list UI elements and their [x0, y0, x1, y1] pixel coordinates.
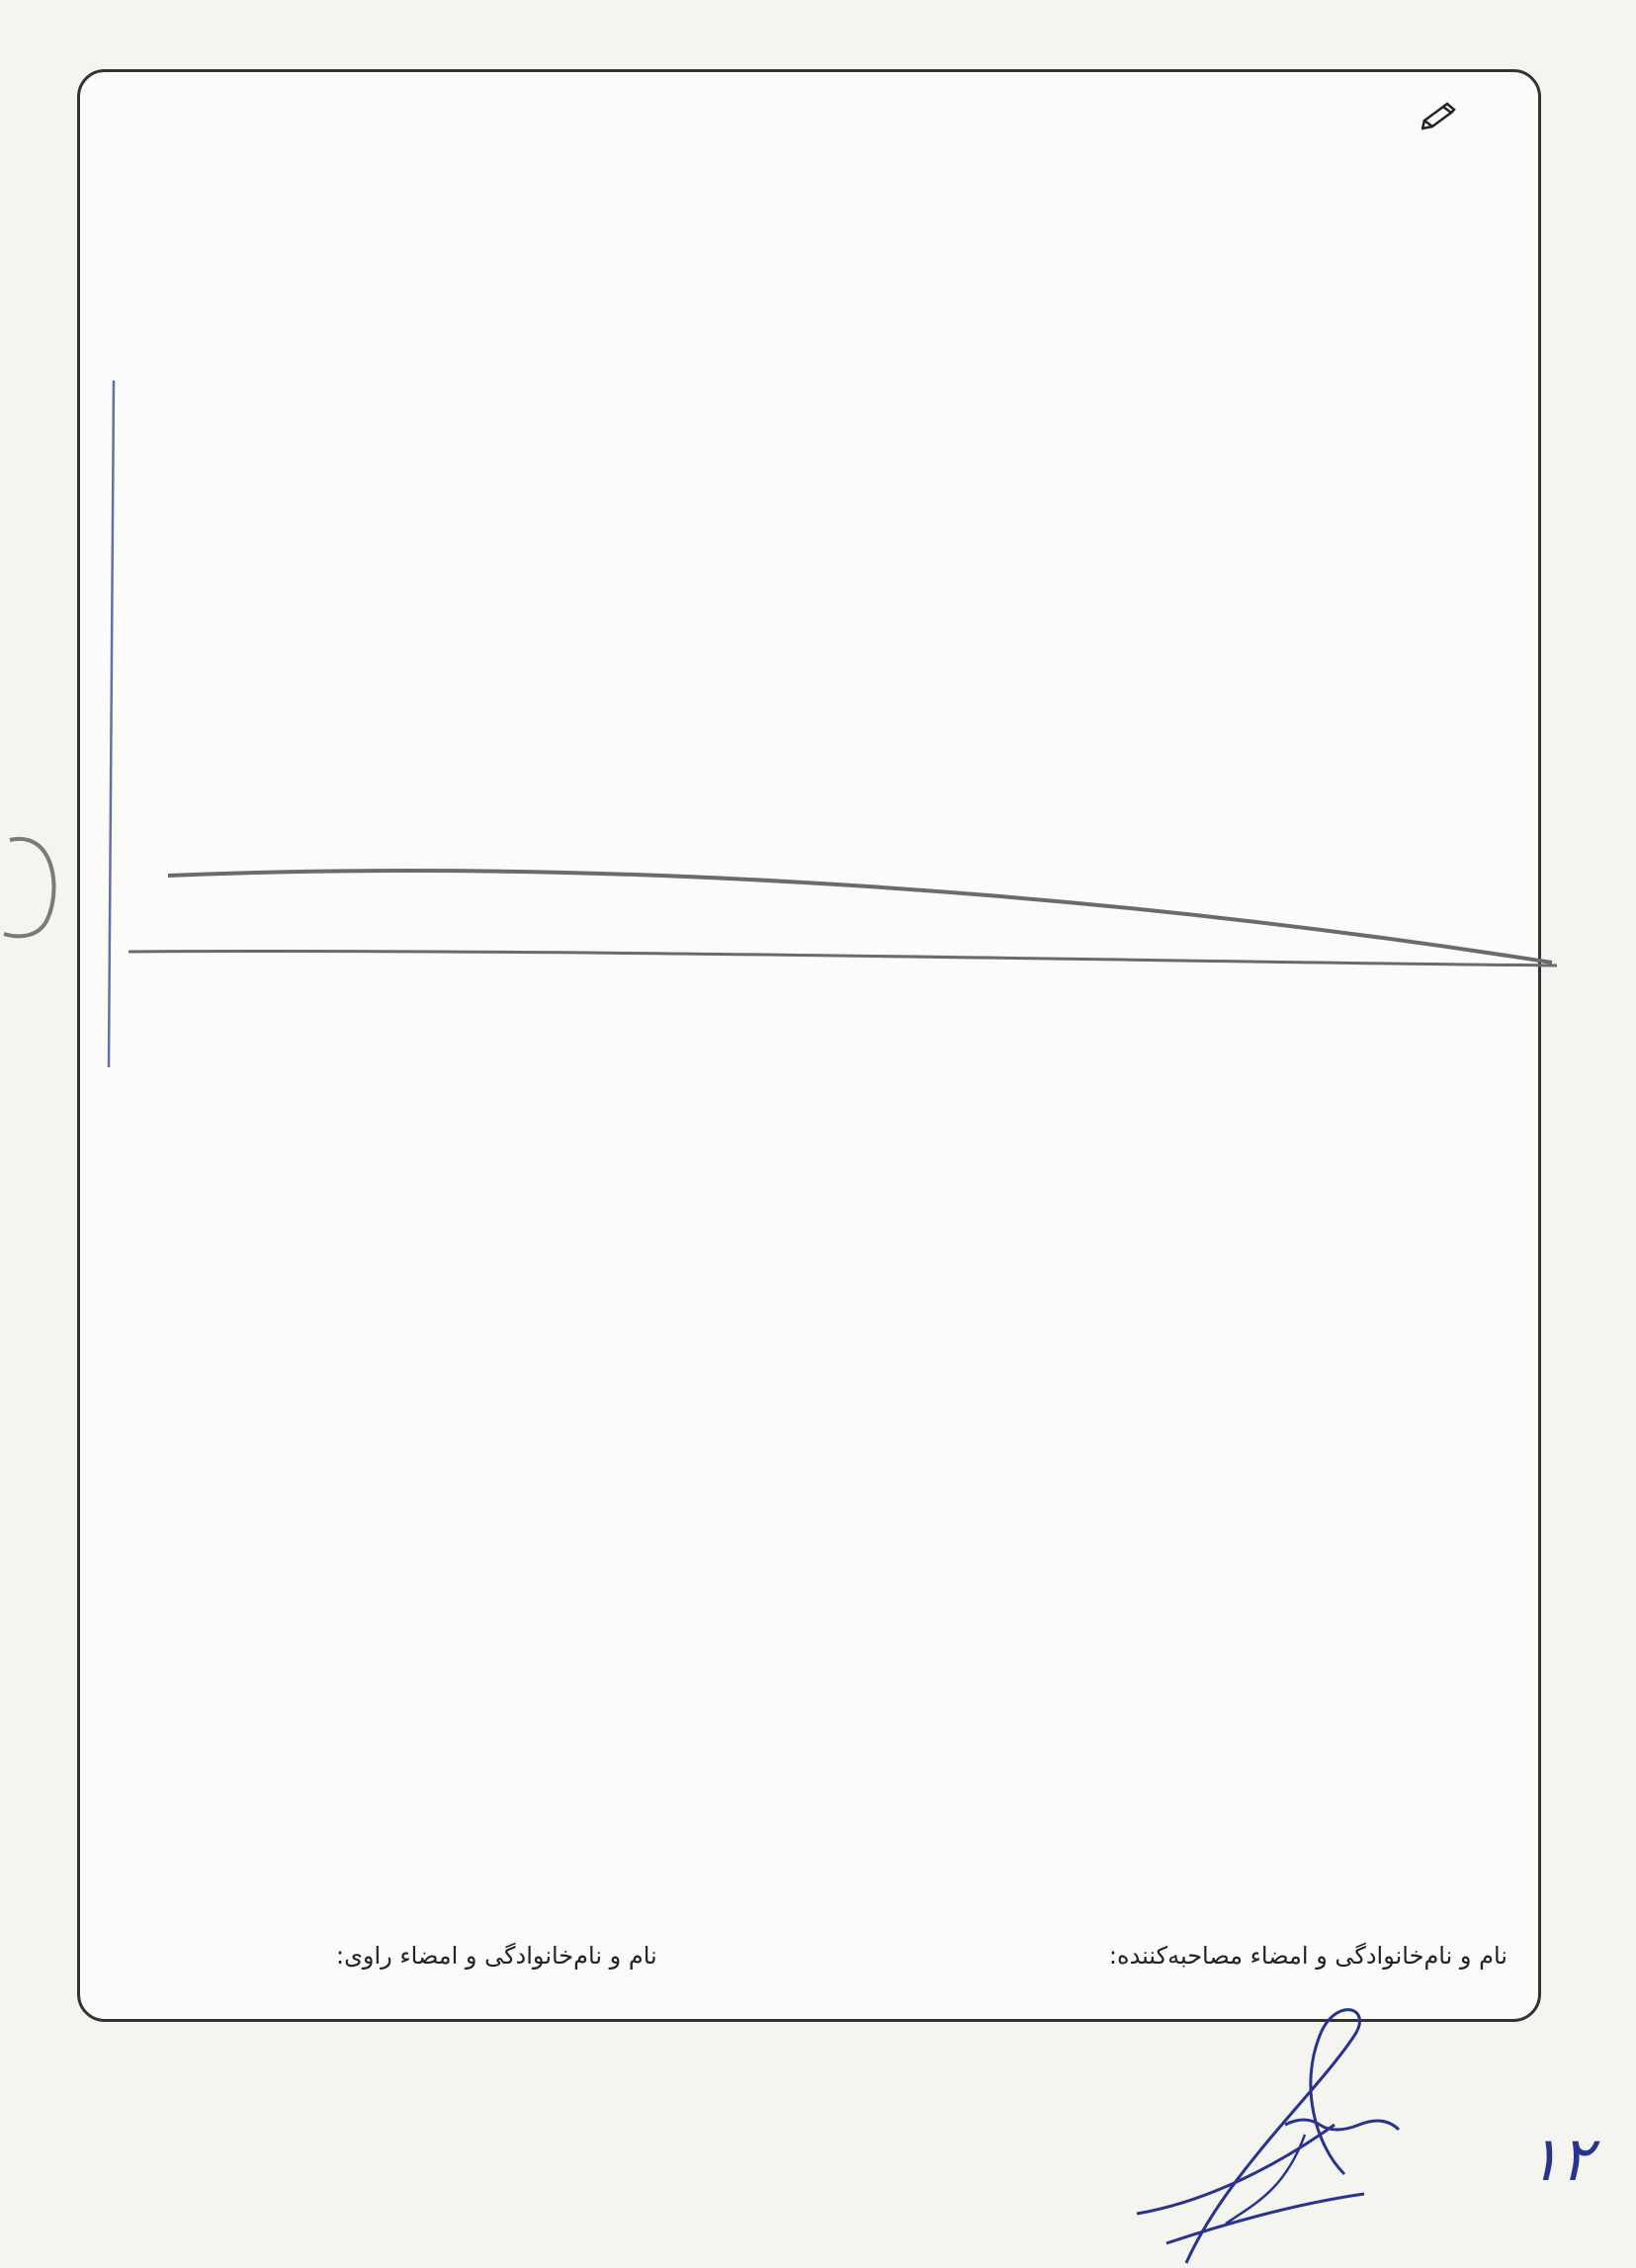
interviewer-signature-label: نام و نام‌خانوادگی و امضاء مصاحبه‌کننده:: [1108, 1942, 1507, 1970]
page-number: ۱۲: [1527, 2123, 1593, 2195]
narrator-signature-label: نام و نام‌خانوادگی و امضاء راوی:: [336, 1942, 657, 1970]
handwritten-signature: [1107, 1976, 1433, 2268]
